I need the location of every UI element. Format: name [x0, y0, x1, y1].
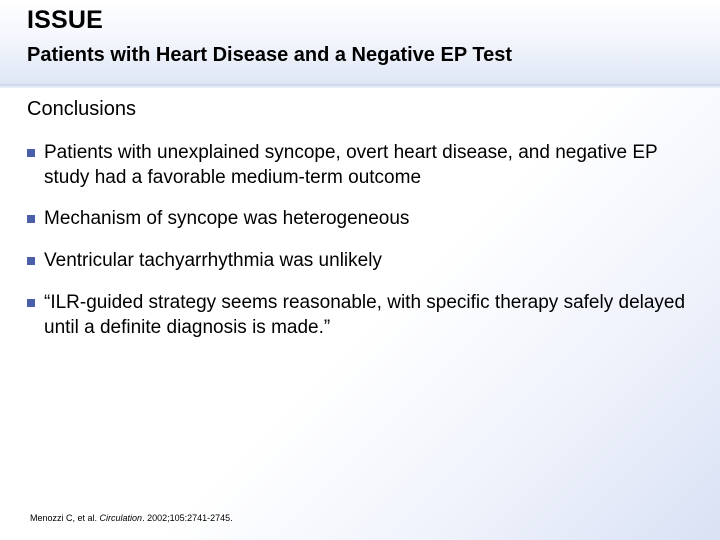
citation-details: . 2002;105:2741-2745. [142, 513, 233, 523]
bullet-text: Ventricular tachyarrhythmia was unlikely [44, 250, 382, 271]
square-bullet-icon [27, 215, 35, 223]
citation-authors: Menozzi C, et al. [30, 513, 98, 523]
bullet-text: Mechanism of syncope was heterogeneous [44, 208, 410, 229]
bullet-item [27, 140, 687, 190]
slide-subtitle: Patients with Heart Disease and a Negative EP Test [27, 44, 512, 66]
bullet-item [27, 290, 687, 340]
section-heading: Conclusions [27, 98, 136, 120]
bullet-item [27, 206, 687, 231]
slide-title: ISSUE [27, 6, 104, 34]
citation-journal: Circulation [99, 513, 143, 523]
bullet-text: “ILR-guided strategy seems reasonable, with specific therapy safely delayed until a definite diagnosis is made.” [44, 292, 686, 338]
header-divider [0, 84, 720, 88]
square-bullet-icon [27, 149, 35, 157]
square-bullet-icon [27, 257, 35, 265]
bullet-list [27, 140, 687, 356]
citation [30, 513, 233, 523]
bullet-item [27, 248, 687, 273]
square-bullet-icon [27, 299, 35, 307]
slide-header [0, 0, 720, 84]
bullet-text: Patients with unexplained syncope, overt heart disease, and negative EP study had a favorable medium-term outcome [44, 142, 658, 188]
